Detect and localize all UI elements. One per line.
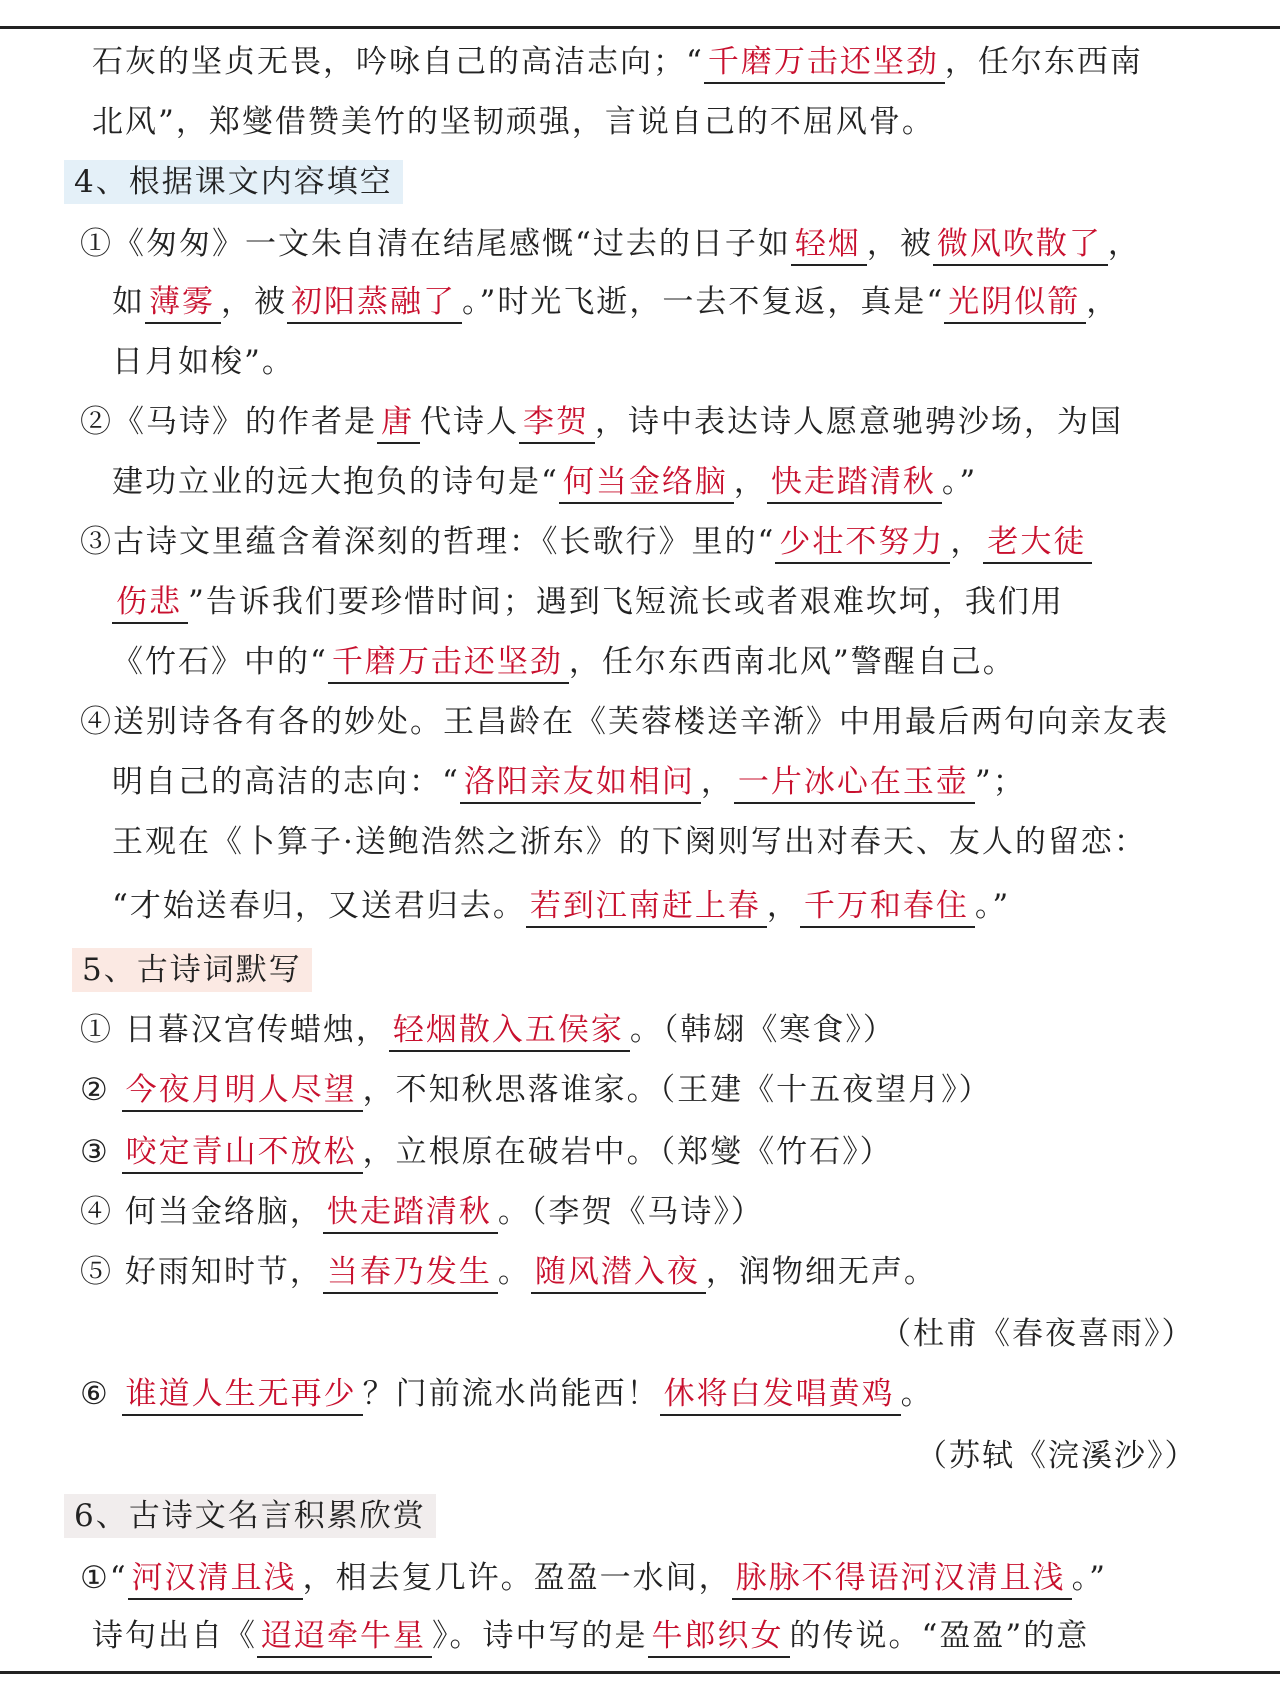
answer-blank: 千万和春住 — [800, 886, 975, 928]
answer-blank: 今夜月明人尽望 — [122, 1070, 363, 1112]
answer-blank: 咬定青山不放松 — [122, 1132, 363, 1174]
answer-blank: 光阴似箭 — [944, 282, 1086, 324]
answer-blank: 何当金络脑 — [559, 462, 734, 504]
s5-q2: ② 今夜月明人尽望 ，不知秋思落谁家。（王建《十五夜望月》） — [80, 1068, 992, 1112]
answer-blank: 唐 — [377, 402, 420, 444]
answer-blank: 老大徒 — [983, 522, 1092, 564]
s4-q4-line-4: “才始送春归，又送君归去。 若到江南赶上春 ， 千万和春住 。” — [112, 884, 1010, 928]
intro-line-2: 北风”，郑燮借赞美竹的坚韧顽强，言说自己的不屈风骨。 — [92, 104, 935, 140]
s4-q3-line-3: 《竹石》中的“ 千磨万击还坚劲 ，任尔东西南北风”警醒自己。 — [112, 640, 1016, 684]
s4-q1-line-1: ①《匆匆》一文朱自清在结尾感慨“过去的日子如 轻烟 ，被 微风吹散了 ， — [80, 222, 1141, 266]
answer-blank: 脉脉不得语河汉清且浅 — [732, 1558, 1072, 1600]
s4-q4-line-2: 明自己的高洁的志向：“ 洛阳亲友如相问 ， 一片冰心在玉壶 ”； — [112, 760, 1026, 804]
answer-blank: 谁道人生无再少 — [122, 1374, 363, 1416]
answer-blank: 休将白发唱黄鸡 — [660, 1374, 901, 1416]
section-5-heading: 5、古诗词默写 — [72, 948, 312, 992]
s6-q1-line-1: ①“ 河汉清且浅 ，相去复几许。盈盈一水间， 脉脉不得语河汉清且浅 。” — [80, 1556, 1107, 1600]
answer-blank: 初阳蒸融了 — [287, 282, 462, 324]
answer-blank: 轻烟散入五侯家 — [389, 1010, 630, 1052]
s4-q3-line-2: 伤悲 ”告诉我们要珍惜时间；遇到飞短流长或者艰难坎坷，我们用 — [112, 580, 1064, 624]
answer-blank: 随风潜入夜 — [531, 1252, 706, 1294]
s4-q1-line-2: 如 薄雾 ，被 初阳蒸融了 。”时光飞逝，一去不复返，真是“ 光阴似箭 ， — [112, 280, 1119, 324]
answer-blank: 快走踏清秋 — [767, 462, 942, 504]
s5-q5-source: （杜甫《春夜喜雨》） — [880, 1316, 1195, 1352]
answer-blank: 微风吹散了 — [933, 224, 1108, 266]
answer-blank: 洛阳亲友如相问 — [460, 762, 701, 804]
answer-blank: 伤悲 — [112, 582, 188, 624]
answer-blank: 若到江南赶上春 — [526, 886, 767, 928]
s5-q6-source: （苏轼《浣溪沙》） — [916, 1438, 1198, 1474]
answer-blank: 迢迢牵牛星 — [257, 1616, 432, 1658]
intro-line-1: 石灰的坚贞无畏，吟咏自己的高洁志向；“ 千磨万击还坚劲 ，任尔东西南 — [92, 40, 1143, 84]
s4-q1-line-3: 日月如梭”。 — [112, 344, 295, 380]
answer-blank: 少壮不努力 — [775, 522, 950, 564]
answer-blank: 千磨万击还坚劲 — [704, 42, 945, 84]
answer-blank: 李贺 — [519, 402, 595, 444]
section-6-heading: 6、古诗文名言积累欣赏 — [64, 1494, 436, 1538]
answer-blank: 河汉清且浅 — [128, 1558, 303, 1600]
s4-q2-line-2: 建功立业的远大抱负的诗句是“ 何当金络脑 ， 快走踏清秋 。” — [112, 460, 977, 504]
s4-q3-line-1: ③古诗文里蕴含着深刻的哲理：《长歌行》里的“ 少壮不努力 ， 老大徒 — [80, 520, 1092, 564]
answer-blank: 牛郎织女 — [648, 1616, 790, 1658]
s4-q4-line-1: ④送别诗各有各的妙处。王昌龄在《芙蓉楼送辛渐》中用最后两句向亲友表 — [80, 704, 1169, 740]
s4-q2-line-1: ②《马诗》的作者是 唐 代诗人 李贺 ，诗中表达诗人愿意驰骋沙场，为国 — [80, 400, 1123, 444]
s4-q4-line-3: 王观在《卜算子·送鲍浩然之浙东》的下阕则写出对春天、友人的留恋： — [112, 824, 1147, 860]
s5-q5: ⑤ 好雨知时节， 当春乃发生 。 随风潜入夜 ，润物细无声。 — [80, 1250, 937, 1294]
answer-blank: 一片冰心在玉壶 — [734, 762, 975, 804]
s5-q6: ⑥ 谁道人生无再少 ？门前流水尚能西！ 休将白发唱黄鸡 。 — [80, 1372, 934, 1416]
section-4-heading: 4、根据课文内容填空 — [64, 160, 403, 204]
answer-blank: 快走踏清秋 — [323, 1192, 498, 1234]
top-rule — [0, 26, 1280, 29]
answer-blank: 当春乃发生 — [323, 1252, 498, 1294]
s6-q1-line-2: 诗句出自《 迢迢牵牛星 》。诗中写的是 牛郎织女 的传说。“盈盈”的意 — [92, 1614, 1089, 1658]
bottom-rule — [0, 1671, 1280, 1674]
s5-q3: ③ 咬定青山不放松 ，立根原在破岩中。（郑燮《竹石》） — [80, 1130, 893, 1174]
answer-blank: 薄雾 — [145, 282, 221, 324]
answer-blank: 轻烟 — [791, 224, 867, 266]
answer-blank: 千磨万击还坚劲 — [328, 642, 569, 684]
s5-q4: ④ 何当金络脑， 快走踏清秋 。（李贺《马诗》） — [80, 1190, 764, 1234]
s5-q1: ① 日暮汉宫传蜡烛， 轻烟散入五侯家 。（韩翃《寒食》） — [80, 1008, 896, 1052]
